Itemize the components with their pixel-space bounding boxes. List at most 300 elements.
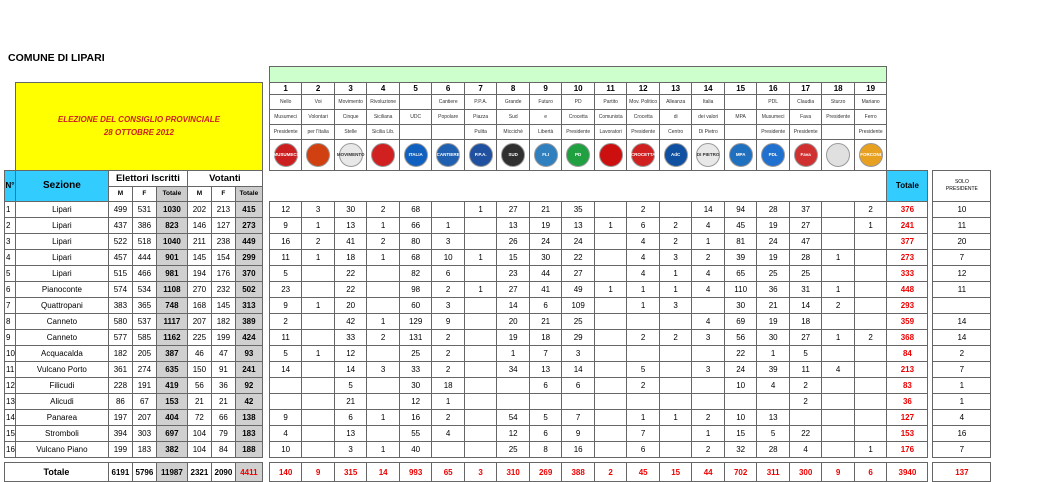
el-f: 585: [132, 330, 156, 346]
candidate-name-line: Presidente: [822, 109, 855, 124]
vote-cell: 2: [692, 250, 725, 266]
tot-vote-cell: 311: [757, 463, 790, 482]
candidate-name-line: [399, 124, 432, 139]
row-solo: 14: [933, 314, 991, 330]
vote-cell: 4: [822, 362, 855, 378]
vote-cell: 22: [334, 282, 367, 298]
row-sezione: Lipari: [15, 234, 108, 250]
vote-cell: 3: [562, 346, 595, 362]
vote-cell: [464, 218, 497, 234]
vote-cell: [692, 378, 725, 394]
vote-cell: 10: [432, 250, 465, 266]
row-sezione: Vulcano Porto: [15, 362, 108, 378]
vo-m: 150: [187, 362, 211, 378]
vo-tot: 183: [235, 426, 262, 442]
spacer: [15, 67, 108, 83]
candidate-name-line: Cinque: [334, 109, 367, 124]
spacer: [887, 94, 928, 109]
vote-cell: 94: [724, 202, 757, 218]
el-m: 499: [108, 202, 132, 218]
spacer: [262, 362, 269, 378]
vote-cell: [594, 378, 627, 394]
spacer: [262, 442, 269, 458]
candidate-name-line: Stelle: [334, 124, 367, 139]
vote-cell: [854, 282, 887, 298]
vote-cell: [594, 426, 627, 442]
vo-tot: 370: [235, 266, 262, 282]
candidate-name-line: Futuro: [529, 94, 562, 109]
spacer: [887, 82, 928, 94]
vote-cell: 2: [627, 202, 660, 218]
vote-cell: 3: [334, 442, 367, 458]
vo-f: 238: [211, 234, 235, 250]
vo-f: 145: [211, 298, 235, 314]
candidate-name-line: P.P.A.: [464, 94, 497, 109]
vote-cell: 18: [432, 378, 465, 394]
vote-cell: 3: [659, 250, 692, 266]
vote-cell: 30: [399, 378, 432, 394]
row-sezione: Pianoconte: [15, 282, 108, 298]
spacer: [432, 186, 465, 202]
col-header-n: N°: [5, 170, 16, 202]
vote-cell: 1: [367, 314, 400, 330]
vote-cell: [302, 330, 335, 346]
spacer: [187, 67, 211, 83]
vote-cell: 4: [789, 442, 822, 458]
vote-cell: 16: [269, 234, 302, 250]
candidate-name-line: Lavoratori: [594, 124, 627, 139]
spacer: [933, 139, 991, 170]
row-solo: 7: [933, 250, 991, 266]
vote-cell: [854, 362, 887, 378]
spacer: [5, 139, 16, 170]
spacer: [464, 186, 497, 202]
party-logo-icon: AdC: [664, 143, 688, 167]
vote-cell: 4: [692, 282, 725, 298]
candidate-logo-cell: [399, 139, 432, 170]
party-logo-icon: [371, 143, 395, 167]
candidate-number: 4: [367, 82, 400, 94]
spacer: [367, 170, 400, 186]
table-row: [5, 378, 991, 394]
spacer: [262, 298, 269, 314]
tot-vote-cell: 9: [302, 463, 335, 482]
vote-cell: [594, 250, 627, 266]
row-totale: 176: [887, 442, 928, 458]
vote-cell: 7: [627, 426, 660, 442]
vote-cell: 1: [627, 298, 660, 314]
candidate-name-line: Alleanza: [659, 94, 692, 109]
el-tot: 901: [156, 250, 187, 266]
vote-cell: 1: [757, 346, 790, 362]
vote-cell: 4: [692, 314, 725, 330]
row-sezione: Canneto: [15, 314, 108, 330]
vote-cell: [822, 426, 855, 442]
vote-cell: [659, 442, 692, 458]
vote-cell: [464, 314, 497, 330]
vote-cell: 1: [302, 250, 335, 266]
candidate-number: 15: [724, 82, 757, 94]
vote-cell: 13: [757, 410, 790, 426]
spacer: [692, 170, 725, 186]
candidate-name-line: Fava: [789, 109, 822, 124]
vote-cell: 33: [399, 362, 432, 378]
vote-cell: 5: [529, 410, 562, 426]
col-header-vo-f: F: [211, 186, 235, 202]
el-f: 274: [132, 362, 156, 378]
vote-cell: 12: [334, 346, 367, 362]
vote-cell: 4: [269, 426, 302, 442]
vote-cell: 6: [627, 442, 660, 458]
row-sezione: Stromboli: [15, 426, 108, 442]
vote-cell: 41: [529, 282, 562, 298]
vote-cell: 24: [724, 362, 757, 378]
vote-cell: 27: [789, 218, 822, 234]
el-f: 386: [132, 218, 156, 234]
el-m: 577: [108, 330, 132, 346]
tot-vote-cell: 388: [562, 463, 595, 482]
el-m: 574: [108, 282, 132, 298]
vote-cell: 6: [562, 378, 595, 394]
candidate-name-line: Musumeci: [757, 109, 790, 124]
vote-cell: [854, 426, 887, 442]
vote-cell: 29: [562, 330, 595, 346]
el-tot: 1162: [156, 330, 187, 346]
tot-vote-cell: 44: [692, 463, 725, 482]
vote-cell: 32: [724, 442, 757, 458]
vote-cell: 1: [822, 330, 855, 346]
spacer: [399, 170, 432, 186]
vote-cell: 129: [399, 314, 432, 330]
vote-cell: 6: [529, 298, 562, 314]
vote-cell: 1: [594, 218, 627, 234]
vote-cell: [822, 378, 855, 394]
vote-cell: 4: [627, 250, 660, 266]
vote-cell: [464, 266, 497, 282]
tot-solo: 137: [933, 463, 991, 482]
spacer: [432, 170, 465, 186]
el-f: 67: [132, 394, 156, 410]
spacer: [594, 186, 627, 202]
candidate-name-line: Voi: [302, 94, 335, 109]
vo-tot: 313: [235, 298, 262, 314]
spacer: [132, 67, 156, 83]
spacer: [302, 170, 335, 186]
vote-cell: [367, 394, 400, 410]
spacer: [497, 186, 530, 202]
candidate-number: 12: [627, 82, 660, 94]
vote-cell: 22: [789, 426, 822, 442]
row-sezione: Filicudi: [15, 378, 108, 394]
vote-cell: 31: [789, 282, 822, 298]
row-sezione: Quattropani: [15, 298, 108, 314]
spacer: [594, 170, 627, 186]
row-sezione: Lipari: [15, 250, 108, 266]
vote-cell: [659, 362, 692, 378]
vote-cell: 10: [269, 442, 302, 458]
vote-cell: 30: [724, 298, 757, 314]
vote-cell: 82: [399, 266, 432, 282]
spacer: [5, 124, 16, 139]
row-solo: 12: [933, 266, 991, 282]
candidate-number: 6: [432, 82, 465, 94]
vote-cell: 18: [334, 250, 367, 266]
vote-cell: 3: [367, 362, 400, 378]
row-totale: 273: [887, 250, 928, 266]
candidate-name-line: [399, 94, 432, 109]
vo-f: 79: [211, 426, 235, 442]
vote-cell: 22: [562, 250, 595, 266]
vo-m: 207: [187, 314, 211, 330]
vote-cell: [594, 202, 627, 218]
col-header-totale: Totale: [887, 170, 928, 202]
party-logo-icon: [826, 143, 850, 167]
candidate-name-line: MPA: [724, 109, 757, 124]
el-f: 537: [132, 314, 156, 330]
vote-cell: [692, 346, 725, 362]
vote-cell: 13: [334, 426, 367, 442]
spacer: [887, 139, 928, 170]
solo-line: SOLO: [954, 178, 969, 185]
vote-cell: 45: [724, 218, 757, 234]
vo-f: 154: [211, 250, 235, 266]
candidate-name-line: [724, 94, 757, 109]
vote-cell: 1: [367, 250, 400, 266]
spacer: [262, 346, 269, 362]
vote-cell: 28: [757, 202, 790, 218]
vote-cell: [464, 346, 497, 362]
spacer: [262, 394, 269, 410]
vote-cell: 5: [269, 346, 302, 362]
el-f: 444: [132, 250, 156, 266]
candidate-number: 3: [334, 82, 367, 94]
vote-cell: 7: [529, 346, 562, 362]
candidate-name-line: Ferro: [854, 109, 887, 124]
el-tot: 153: [156, 394, 187, 410]
spacer: [262, 109, 269, 124]
tot-vote-cell: 45: [627, 463, 660, 482]
spacer: [262, 314, 269, 330]
vote-cell: 1: [367, 410, 400, 426]
candidate-name-line: Movimento: [334, 94, 367, 109]
spacer: [262, 202, 269, 218]
vote-cell: [464, 298, 497, 314]
candidate-name-line: Italia: [692, 94, 725, 109]
vote-cell: 24: [562, 234, 595, 250]
vote-cell: [692, 394, 725, 410]
vote-cell: 2: [692, 410, 725, 426]
vote-cell: 3: [432, 234, 465, 250]
vo-tot: 389: [235, 314, 262, 330]
vote-cell: [562, 394, 595, 410]
vote-cell: 24: [757, 234, 790, 250]
spacer: [933, 109, 991, 124]
el-m: 182: [108, 346, 132, 362]
vote-cell: 9: [432, 314, 465, 330]
vote-cell: [822, 410, 855, 426]
vote-cell: [432, 442, 465, 458]
spacer: [262, 410, 269, 426]
el-tot: 697: [156, 426, 187, 442]
vote-cell: 19: [757, 218, 790, 234]
el-tot: 382: [156, 442, 187, 458]
vote-cell: [302, 314, 335, 330]
vote-cell: 26: [497, 234, 530, 250]
vote-cell: 23: [269, 282, 302, 298]
vote-cell: 27: [497, 282, 530, 298]
vote-cell: [594, 346, 627, 362]
vote-cell: 2: [789, 378, 822, 394]
candidate-logo-cell: [302, 139, 335, 170]
row-totale: 153: [887, 426, 928, 442]
vote-cell: 10: [724, 378, 757, 394]
vo-m: 21: [187, 394, 211, 410]
vo-tot: 273: [235, 218, 262, 234]
vote-cell: 1: [432, 218, 465, 234]
candidate-number: 14: [692, 82, 725, 94]
el-m: 197: [108, 410, 132, 426]
tot-vote-cell: 310: [497, 463, 530, 482]
el-m: 228: [108, 378, 132, 394]
vote-cell: [854, 234, 887, 250]
row-totale: 241: [887, 218, 928, 234]
col-header-votanti: Votanti: [187, 170, 262, 186]
el-tot: 1108: [156, 282, 187, 298]
vote-cell: 4: [692, 218, 725, 234]
vo-f: 213: [211, 202, 235, 218]
col-header-vo-m: M: [187, 186, 211, 202]
row-sezione: Acquacalda: [15, 346, 108, 362]
row-solo: 16: [933, 426, 991, 442]
el-f: 365: [132, 298, 156, 314]
row-totale: 36: [887, 394, 928, 410]
vo-m: 270: [187, 282, 211, 298]
table-row: [5, 250, 991, 266]
spacer: [724, 186, 757, 202]
candidate-name-line: Siciliana: [367, 109, 400, 124]
vote-cell: 1: [464, 250, 497, 266]
tot-vote-cell: 315: [334, 463, 367, 482]
row-solo: 7: [933, 442, 991, 458]
spacer: [269, 170, 302, 186]
vo-tot: 449: [235, 234, 262, 250]
table-row: [5, 282, 991, 298]
vote-cell: 68: [399, 250, 432, 266]
candidate-logo-cell: [464, 139, 497, 170]
party-logo-icon: PD: [566, 143, 590, 167]
tot-el-f: 5796: [132, 463, 156, 482]
spacer: [262, 426, 269, 442]
party-logo-icon: MOVIMENTO: [339, 143, 363, 167]
el-tot: 387: [156, 346, 187, 362]
row-totale: 359: [887, 314, 928, 330]
vote-cell: 13: [529, 362, 562, 378]
vote-cell: [497, 394, 530, 410]
spacer: [529, 170, 562, 186]
vote-cell: 65: [724, 266, 757, 282]
vote-cell: [269, 394, 302, 410]
spacer: [757, 170, 790, 186]
vote-cell: 2: [692, 442, 725, 458]
vo-m: 168: [187, 298, 211, 314]
vo-f: 66: [211, 410, 235, 426]
vote-cell: 2: [432, 330, 465, 346]
el-tot: 635: [156, 362, 187, 378]
candidate-logo-cell: [594, 139, 627, 170]
vote-cell: 1: [692, 426, 725, 442]
vote-cell: 44: [529, 266, 562, 282]
row-totale: 448: [887, 282, 928, 298]
vote-cell: 2: [854, 202, 887, 218]
candidate-name-line: Presidente: [269, 124, 302, 139]
row-solo: 2: [933, 346, 991, 362]
vote-cell: [822, 202, 855, 218]
solo-line: PRESIDENTE: [945, 185, 978, 192]
vote-cell: 1: [659, 282, 692, 298]
row-number: 5: [5, 266, 16, 282]
vote-cell: 1: [854, 442, 887, 458]
vo-m: 46: [187, 346, 211, 362]
vote-cell: 9: [269, 218, 302, 234]
vote-cell: 30: [757, 330, 790, 346]
vote-cell: [822, 346, 855, 362]
vote-cell: 25: [789, 266, 822, 282]
row-number: 1: [5, 202, 16, 218]
vote-cell: 3: [302, 202, 335, 218]
party-logo-icon: MPA: [729, 143, 753, 167]
candidate-number: 11: [594, 82, 627, 94]
vote-cell: 30: [334, 202, 367, 218]
vote-cell: 60: [399, 298, 432, 314]
tot-vote-cell: 993: [399, 463, 432, 482]
tot-vote-cell: 3: [464, 463, 497, 482]
spacer: [211, 67, 235, 83]
vote-cell: 98: [399, 282, 432, 298]
vote-cell: 2: [367, 202, 400, 218]
spacer: [367, 186, 400, 202]
vo-f: 47: [211, 346, 235, 362]
vote-cell: 5: [757, 426, 790, 442]
el-tot: 1030: [156, 202, 187, 218]
row-totale: 293: [887, 298, 928, 314]
spacer: [5, 109, 16, 124]
candidate-number: 18: [822, 82, 855, 94]
party-logo-icon: SUD: [501, 143, 525, 167]
party-logo-icon: CROCETTA: [631, 143, 655, 167]
party-logo-icon: ITALIA: [404, 143, 428, 167]
vote-cell: 1: [822, 250, 855, 266]
vote-cell: [822, 266, 855, 282]
el-m: 86: [108, 394, 132, 410]
vo-tot: 502: [235, 282, 262, 298]
el-m: 515: [108, 266, 132, 282]
vote-cell: 3: [659, 298, 692, 314]
table-row: [5, 298, 991, 314]
vote-cell: [594, 362, 627, 378]
vo-m: 104: [187, 442, 211, 458]
vote-cell: [464, 362, 497, 378]
vote-cell: 19: [529, 218, 562, 234]
vote-cell: 54: [497, 410, 530, 426]
table-row: [5, 442, 991, 458]
vote-cell: 9: [562, 426, 595, 442]
vote-cell: [302, 378, 335, 394]
vote-cell: 6: [334, 410, 367, 426]
vote-cell: 14: [269, 362, 302, 378]
vote-cell: 21: [529, 314, 562, 330]
vote-cell: [367, 266, 400, 282]
vote-cell: [854, 266, 887, 282]
